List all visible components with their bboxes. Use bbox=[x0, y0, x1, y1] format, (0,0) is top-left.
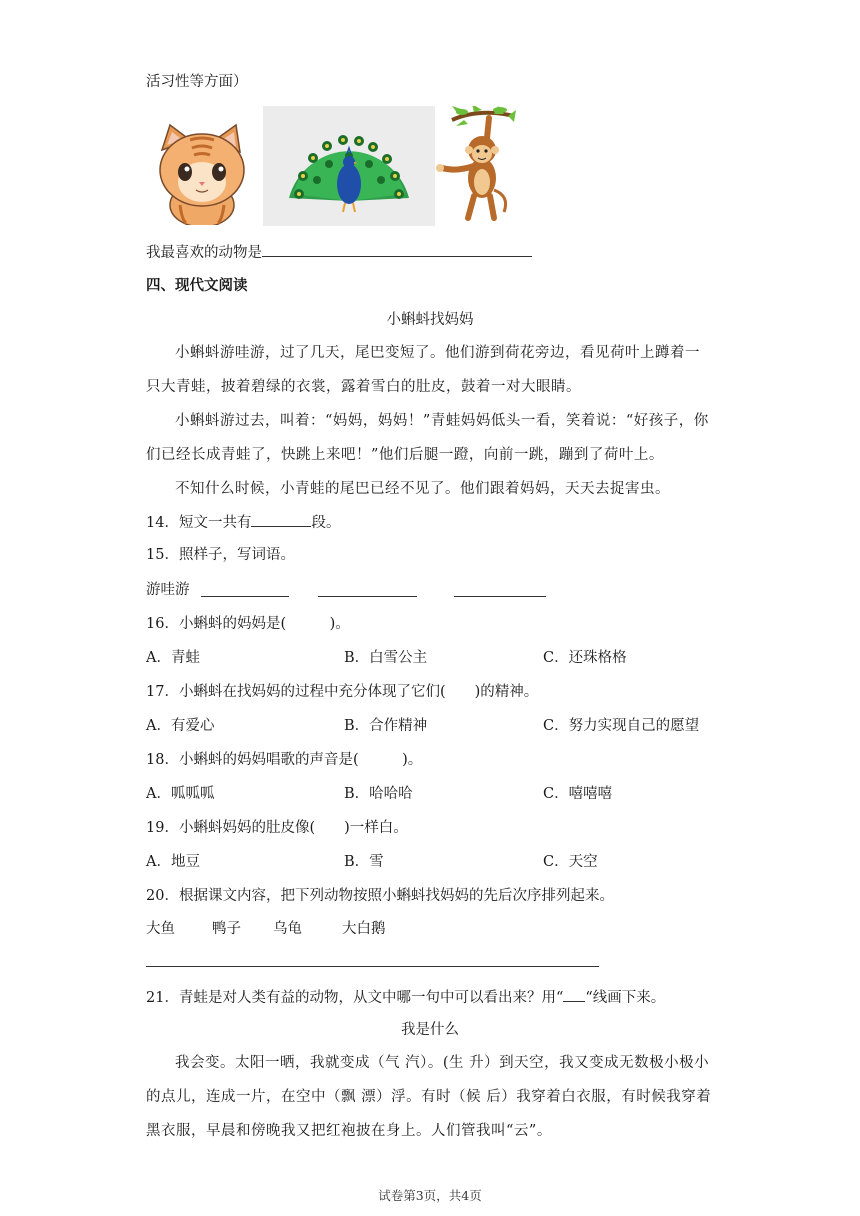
story1-title: 小蝌蚪找妈妈 bbox=[386, 312, 474, 328]
q15-blank-1[interactable] bbox=[201, 582, 289, 597]
q21-underline-sample bbox=[563, 987, 585, 1002]
q18-option-c[interactable]: C．嘻嘻嘻 bbox=[543, 786, 613, 802]
story2-paragraph-1: 我会变。太阳一晒，我就变成（气 汽）。(生 升）到天空，我又变成无数极小极小的点儿，连成一片，在空中（飘 漂）浮。有时（候 后）我穿着白衣服，有时候我穿着黑衣服，早晨和傍晚我又把红袍披在身上。人们管我叫“云”。 bbox=[146, 1055, 712, 1139]
q19-option-c[interactable]: C．天空 bbox=[543, 854, 598, 870]
q14-text: 14．短文一共有 bbox=[146, 515, 252, 531]
question-17: 17．小蝌蚪在找妈妈的过程中充分体现了它们( )的精神。 bbox=[146, 684, 539, 700]
question-15: 15．照样子，写词语。 bbox=[146, 547, 295, 563]
q20-word-1: 大鱼 bbox=[146, 921, 175, 937]
q17-option-b[interactable]: B．合作精神 bbox=[344, 718, 428, 734]
q14-text-end: 段。 bbox=[311, 515, 341, 531]
cat-icon bbox=[150, 120, 255, 225]
q20-word-4: 大白鹅 bbox=[342, 921, 386, 937]
q16-option-b[interactable]: B．白雪公主 bbox=[344, 650, 428, 666]
q21-text: 21．青蛙是对人类有益的动物，从文中哪一句中可以看出来？用“ bbox=[146, 990, 564, 1006]
story1-paragraph-3: 不知什么时候，小青蛙的尾巴已经不见了。他们跟着妈妈，天天去捉害虫。 bbox=[175, 481, 670, 497]
q15-blank-2[interactable] bbox=[318, 582, 417, 597]
q21-text-end: “线画下来。 bbox=[585, 990, 666, 1006]
question-20: 20．根据课文内容，把下列动物按照小蝌蚪找妈妈的先后次序排列起来。 bbox=[146, 888, 614, 904]
question-21 bbox=[146, 987, 665, 1008]
q19-option-a[interactable]: A．地豆 bbox=[146, 854, 200, 870]
q18-option-a[interactable]: A．呱呱呱 bbox=[146, 786, 215, 802]
story1-paragraph-2: 小蝌蚪游过去，叫着：“妈妈，妈妈！”青蛙妈妈低头一看，笑着说：“好孩子，你们已经长成青蛙了，快跳上来吧！”他们后腿一蹬，向前一跳，蹦到了荷叶上。 bbox=[146, 413, 709, 463]
q20-word-3: 乌龟 bbox=[273, 921, 302, 937]
q19-option-b[interactable]: B．雪 bbox=[344, 854, 384, 870]
q16-option-c[interactable]: C．还珠格格 bbox=[543, 650, 627, 666]
question-19: 19．小蝌蚪妈妈的肚皮像( )一样白。 bbox=[146, 820, 408, 836]
section-title: 四、现代文阅读 bbox=[146, 278, 248, 294]
q17-option-a[interactable]: A．有爱心 bbox=[146, 718, 215, 734]
question-14 bbox=[146, 512, 340, 533]
question-16: 16．小蝌蚪的妈妈是( )。 bbox=[146, 616, 350, 632]
page-footer: 试卷第3页，共4页 bbox=[378, 1188, 482, 1203]
q17-option-c[interactable]: C．努力实现自己的愿望 bbox=[543, 718, 700, 734]
q15-example: 游哇游 bbox=[146, 582, 190, 598]
q16-option-a[interactable]: A．青蛙 bbox=[146, 650, 200, 666]
peacock-icon bbox=[263, 106, 435, 226]
q14-blank[interactable] bbox=[251, 512, 311, 527]
story2-title: 我是什么 bbox=[401, 1022, 459, 1038]
q15-example-line bbox=[146, 580, 190, 600]
q20-word-2: 鸭子 bbox=[212, 921, 241, 937]
favorite-animal-line bbox=[146, 242, 532, 263]
q20-answer-line[interactable] bbox=[146, 966, 599, 967]
q18-option-b[interactable]: B．哈哈哈 bbox=[344, 786, 413, 802]
continued-text: 活习性等方面） bbox=[146, 74, 248, 90]
favorite-answer-blank[interactable] bbox=[262, 242, 532, 257]
monkey-icon bbox=[434, 106, 519, 226]
q15-blank-3[interactable] bbox=[454, 582, 546, 597]
question-18: 18．小蝌蚪的妈妈唱歌的声音是( )。 bbox=[146, 752, 423, 768]
favorite-prompt: 我最喜欢的动物是 bbox=[146, 245, 262, 261]
story1-paragraph-1: 小蝌蚪游哇游，过了几天，尾巴变短了。他们游到荷花旁边，看见荷叶上蹲着一只大青蛙，披着碧绿的衣裳，露着雪白的肚皮，鼓着一对大眼睛。 bbox=[146, 345, 700, 395]
